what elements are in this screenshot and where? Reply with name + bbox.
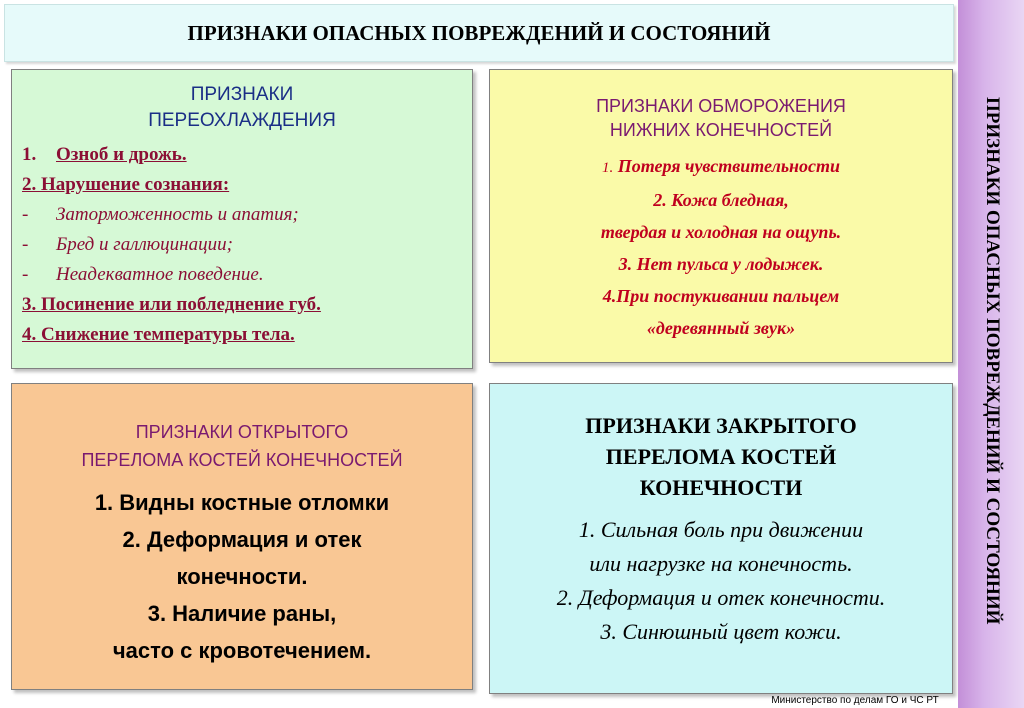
list-item	[22, 290, 462, 320]
list-item-text: Заторможенность и апатия;	[56, 204, 299, 225]
list-item-text: или нагрузке на конечность.	[589, 551, 853, 576]
open-fracture-heading	[18, 418, 466, 474]
open-fracture-list	[18, 484, 466, 669]
list-item-text: 2. Деформация и отек конечности.	[556, 585, 886, 610]
frostbite-heading	[500, 94, 942, 142]
list-item-text: 4. Снижение температуры тела.	[22, 324, 295, 345]
list-item-text: Озноб и дрожь.	[56, 144, 187, 165]
frostbite-card	[489, 69, 953, 363]
list-item-text: 3. Наличие раны,	[147, 601, 337, 626]
list-item-dash: -	[22, 234, 29, 255]
list-item-text: твердая и холодная на ощупь.	[600, 222, 842, 242]
side-title: ПРИЗНАКИ ОПАСНЫХ ПОВРЕЖДЕНИЙ И СОСТОЯНИЙ	[982, 97, 1003, 625]
closed-fracture-list	[496, 513, 946, 649]
hypothermia-heading-line1: ПРИЗНАКИ	[190, 84, 294, 105]
frostbite-heading-line2: НИЖНИХ КОНЕЧНОСТЕЙ	[609, 120, 833, 140]
closed-fracture-heading	[496, 410, 946, 503]
list-item	[22, 320, 462, 350]
hypothermia-list	[22, 140, 462, 350]
list-item-dash: -	[22, 204, 29, 225]
closed-fracture-heading-line2: ПЕРЕЛОМА КОСТЕЙ	[605, 444, 837, 469]
page-title-bar	[4, 4, 954, 62]
list-item-text: 2. Нарушение сознания:	[22, 174, 230, 195]
footer-credit: Министерство по делам ГО и ЧС РТ	[771, 695, 939, 706]
list-item-text: 4.При постукивании пальцем	[602, 286, 840, 306]
hypothermia-card	[11, 69, 473, 369]
list-item-text: 1. Видны костные отломки	[94, 490, 390, 515]
list-item-text: часто с кровотечением.	[112, 638, 372, 663]
list-item-text: 3. Посинение или побледнение губ.	[22, 294, 321, 315]
list-item	[22, 170, 462, 200]
list-item-text: Потеря чувствительности	[617, 156, 841, 176]
list-item	[22, 260, 462, 290]
closed-fracture-card	[489, 383, 953, 694]
list-item-dash: -	[22, 264, 29, 285]
closed-fracture-heading-line1: ПРИЗНАКИ ЗАКРЫТОГО	[585, 413, 857, 438]
list-item-number: 1.	[22, 144, 37, 165]
frostbite-heading-line1: ПРИЗНАКИ ОБМОРОЖЕНИЯ	[596, 96, 846, 116]
list-item-text: 1. Сильная боль при движении	[578, 517, 864, 542]
list-item-text: 2. Деформация и отек	[122, 527, 362, 552]
list-item-number: 1.	[601, 160, 614, 176]
hypothermia-heading-line2: ПЕРЕОХЛАЖДЕНИЯ	[148, 110, 336, 131]
list-item	[22, 200, 462, 230]
open-fracture-card	[11, 383, 473, 690]
list-item-text: «деревянный звук»	[646, 318, 796, 338]
list-item-text: Бред и галлюцинации;	[56, 234, 233, 255]
closed-fracture-heading-line3: КОНЕЧНОСТИ	[639, 475, 803, 500]
list-item	[22, 140, 462, 170]
frostbite-list	[500, 150, 942, 344]
list-item-text: Неадекватное поведение.	[56, 264, 264, 285]
hypothermia-heading	[22, 82, 462, 134]
list-item-text: 3. Синюшный цвет кожи.	[600, 619, 842, 644]
list-item	[500, 150, 942, 184]
page-title: ПРИЗНАКИ ОПАСНЫХ ПОВРЕЖДЕНИЙ И СОСТОЯНИЙ	[187, 20, 771, 45]
list-item-text: конечности.	[176, 564, 308, 589]
open-fracture-heading-line2: ПЕРЕЛОМА КОСТЕЙ КОНЕЧНОСТЕЙ	[81, 450, 403, 470]
open-fracture-heading-line1: ПРИЗНАКИ ОТКРЫТОГО	[135, 422, 349, 442]
list-item-text: 2. Кожа бледная,	[653, 190, 789, 210]
list-item-text: 3. Нет пульса у лодыжек.	[618, 254, 824, 274]
list-item	[22, 230, 462, 260]
